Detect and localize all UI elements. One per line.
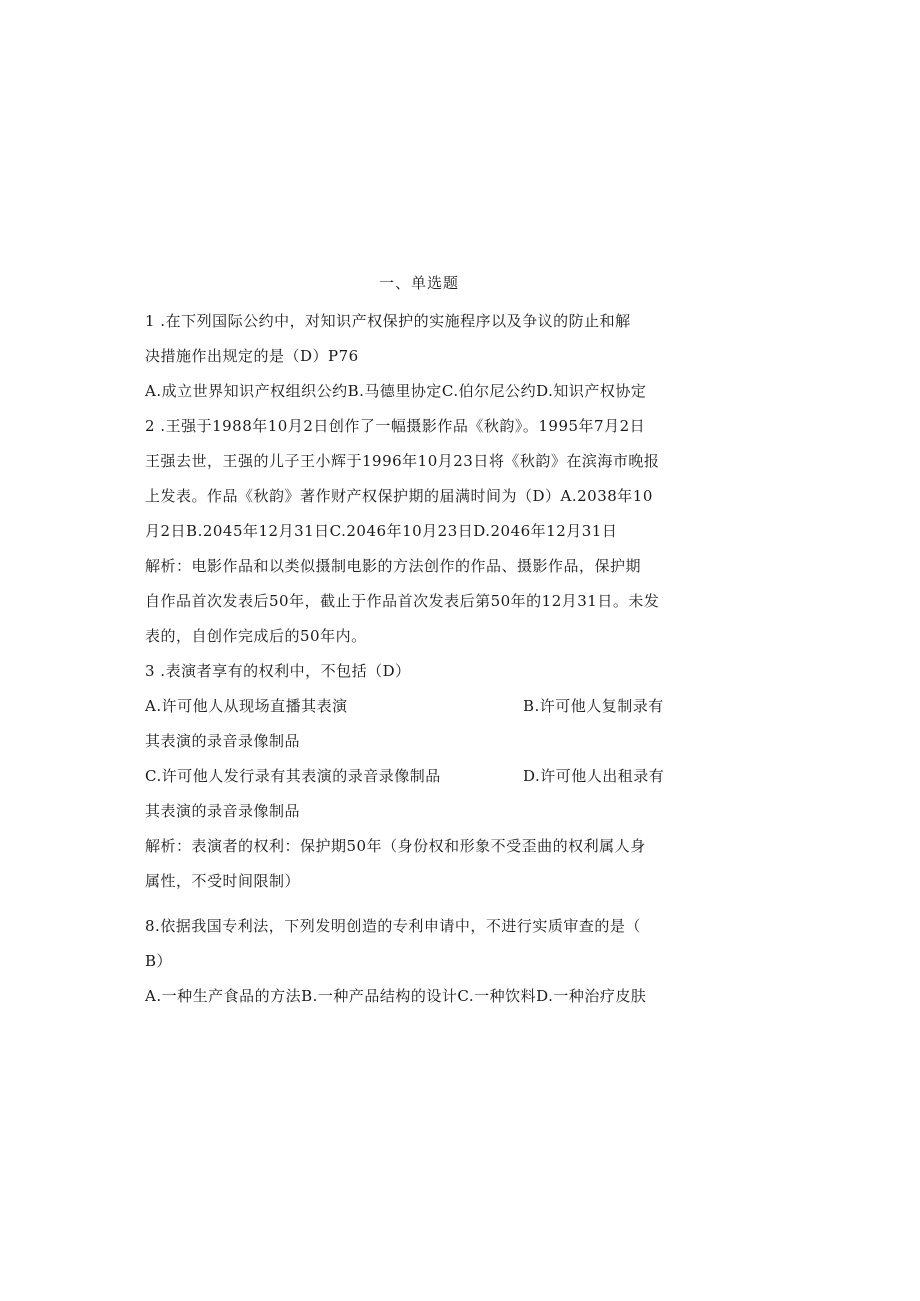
- q2-analysis-3: 表的，自创作完成后的50年内。: [145, 627, 367, 645]
- q2-line-2: 王强去世，王强的儿子王小辉于1996年10月23日将《秋韵》在滨海市晚报: [145, 452, 660, 470]
- q2-line-4: 月2日B.2045年12月31日C.2046年10月23日D.2046年12月31日: [145, 522, 618, 540]
- q3-option-d-continued: 其表演的录音录像制品: [145, 802, 301, 820]
- q3-option-b-continued: 其表演的录音录像制品: [145, 732, 301, 750]
- q1-options: A.成立世界知识产权组织公约B.马德里协定C.伯尔尼公约D.知识产权协定: [145, 382, 647, 400]
- q8-line-2: B）: [145, 952, 173, 970]
- q3-analysis-2: 属性，不受时间限制）: [145, 872, 301, 890]
- document-page: [145, 270, 693, 1014]
- q3-options-row-cd: [145, 759, 693, 794]
- q3-analysis-1: 解析：表演者的权利：保护期50年（身份权和形象不受歪曲的权利属人身: [145, 837, 646, 855]
- spacer: [145, 899, 693, 909]
- q2-analysis-2: 自作品首次发表后50年，截止于作品首次发表后第50年的12月31日。未发: [145, 592, 660, 610]
- q3-options-row-ab: [145, 689, 693, 724]
- q8-options: A.一种生产食品的方法B.一种产品结构的设计C.一种饮料D.一种治疗皮肤: [145, 987, 647, 1005]
- q1-line-2: 决措施作出规定的是（D）P76: [145, 347, 359, 365]
- q2-line-3: 上发表。作品《秋韵》著作财产权保护期的届满时间为（D）A.2038年10: [145, 487, 653, 505]
- q3-option-c: C.许可他人发行录有其表演的录音录像制品: [145, 767, 441, 785]
- q3-option-a: A.许可他人从现场直播其表演: [145, 697, 348, 715]
- q1-line-1: 1 .在下列国际公约中，对知识产权保护的实施程序以及争议的防止和解: [145, 312, 631, 330]
- q3-option-d: D.许可他人出租录有: [523, 767, 665, 785]
- q2-line-1: 2 .王强于1988年10月2日创作了一幅摄影作品《秋韵》。1995年7月2日: [145, 417, 646, 435]
- q3-option-b: B.许可他人复制录有: [523, 697, 664, 715]
- q8-line-1: 8.依据我国专利法，下列发明创造的专利申请中，不进行实质审查的是（: [145, 917, 641, 935]
- section-title: 一、单选题: [378, 274, 459, 292]
- q3-line-1: 3 .表演者享有的权利中，不包括（D）: [145, 662, 411, 680]
- q2-analysis-1: 解析：电影作品和以类似摄制电影的方法创作的作品、摄影作品，保护期: [145, 557, 642, 575]
